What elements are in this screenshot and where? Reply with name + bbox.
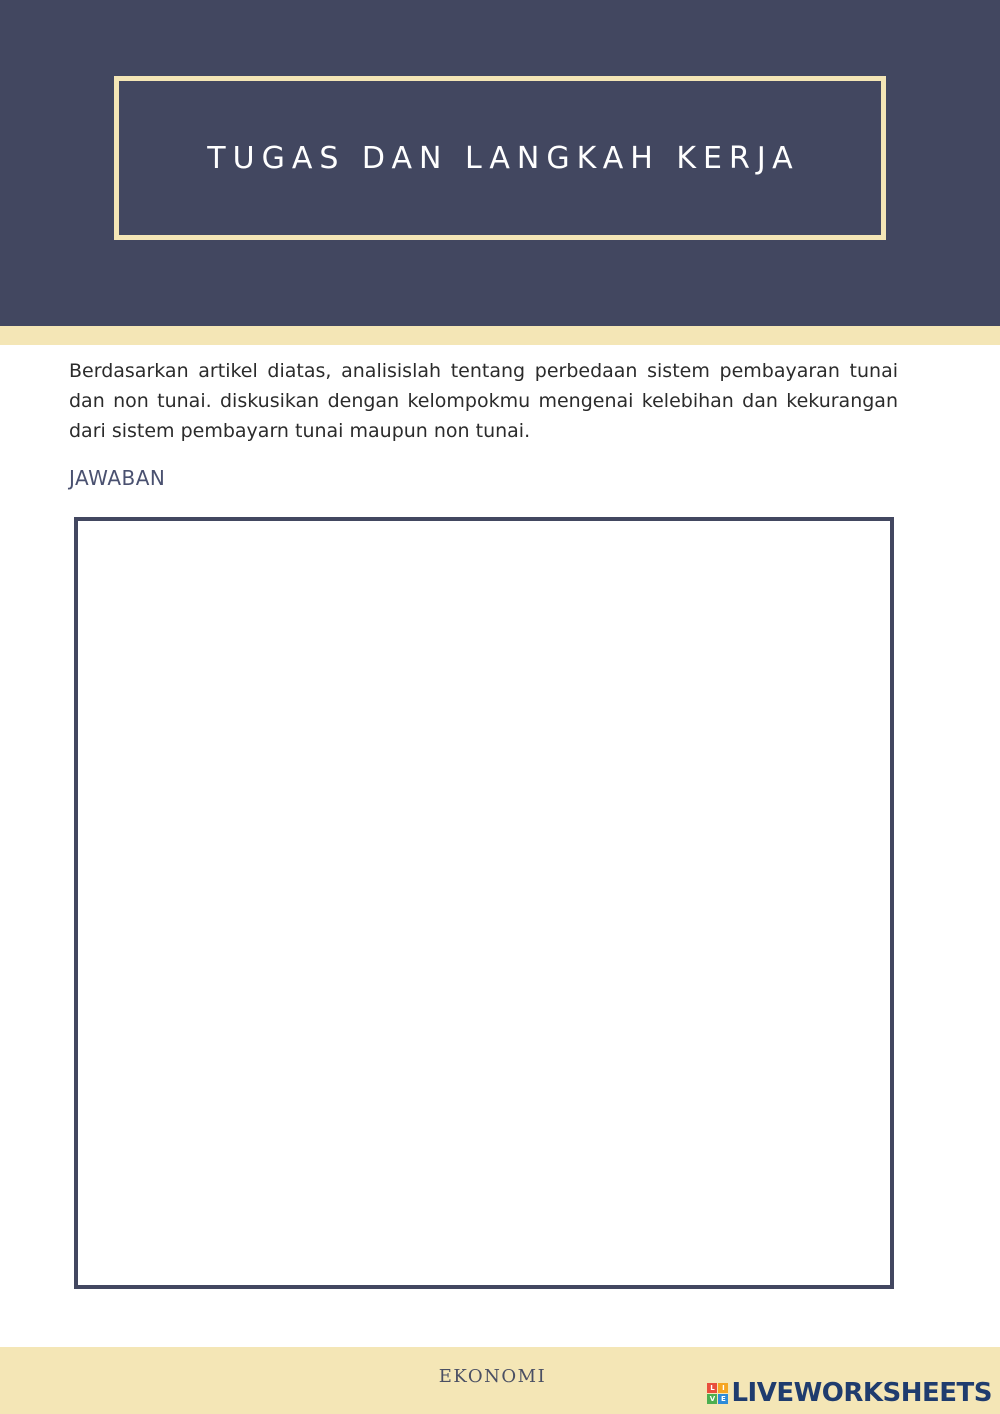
logo-tile-v: V <box>707 1394 717 1404</box>
logo-tile-i: I <box>718 1383 728 1393</box>
answer-label: JAWABAN <box>69 466 166 490</box>
logo-tile-l: L <box>707 1383 717 1393</box>
liveworksheets-watermark <box>707 1378 992 1408</box>
header-accent-stripe <box>0 326 1000 345</box>
liveworksheets-logo-icon <box>707 1383 728 1404</box>
title-frame <box>114 76 886 240</box>
header-band <box>0 0 1000 326</box>
footer-subject: EKONOMI <box>438 1366 547 1387</box>
page-title: TUGAS DAN LANGKAH KERJA <box>207 140 800 176</box>
watermark-text: LIVEWORKSHEETS <box>731 1378 992 1408</box>
logo-tile-e: E <box>718 1394 728 1404</box>
instruction-text: Berdasarkan artikel diatas, analisislah tentang perbedaan sistem pembayaran tunai dan non tunai. diskusikan dengan kelompokmu mengenai kelebihan dan kekurangan dari sistem pembayarn tunai maupun non tunai. <box>69 360 898 442</box>
answer-text-area[interactable] <box>74 517 894 1289</box>
